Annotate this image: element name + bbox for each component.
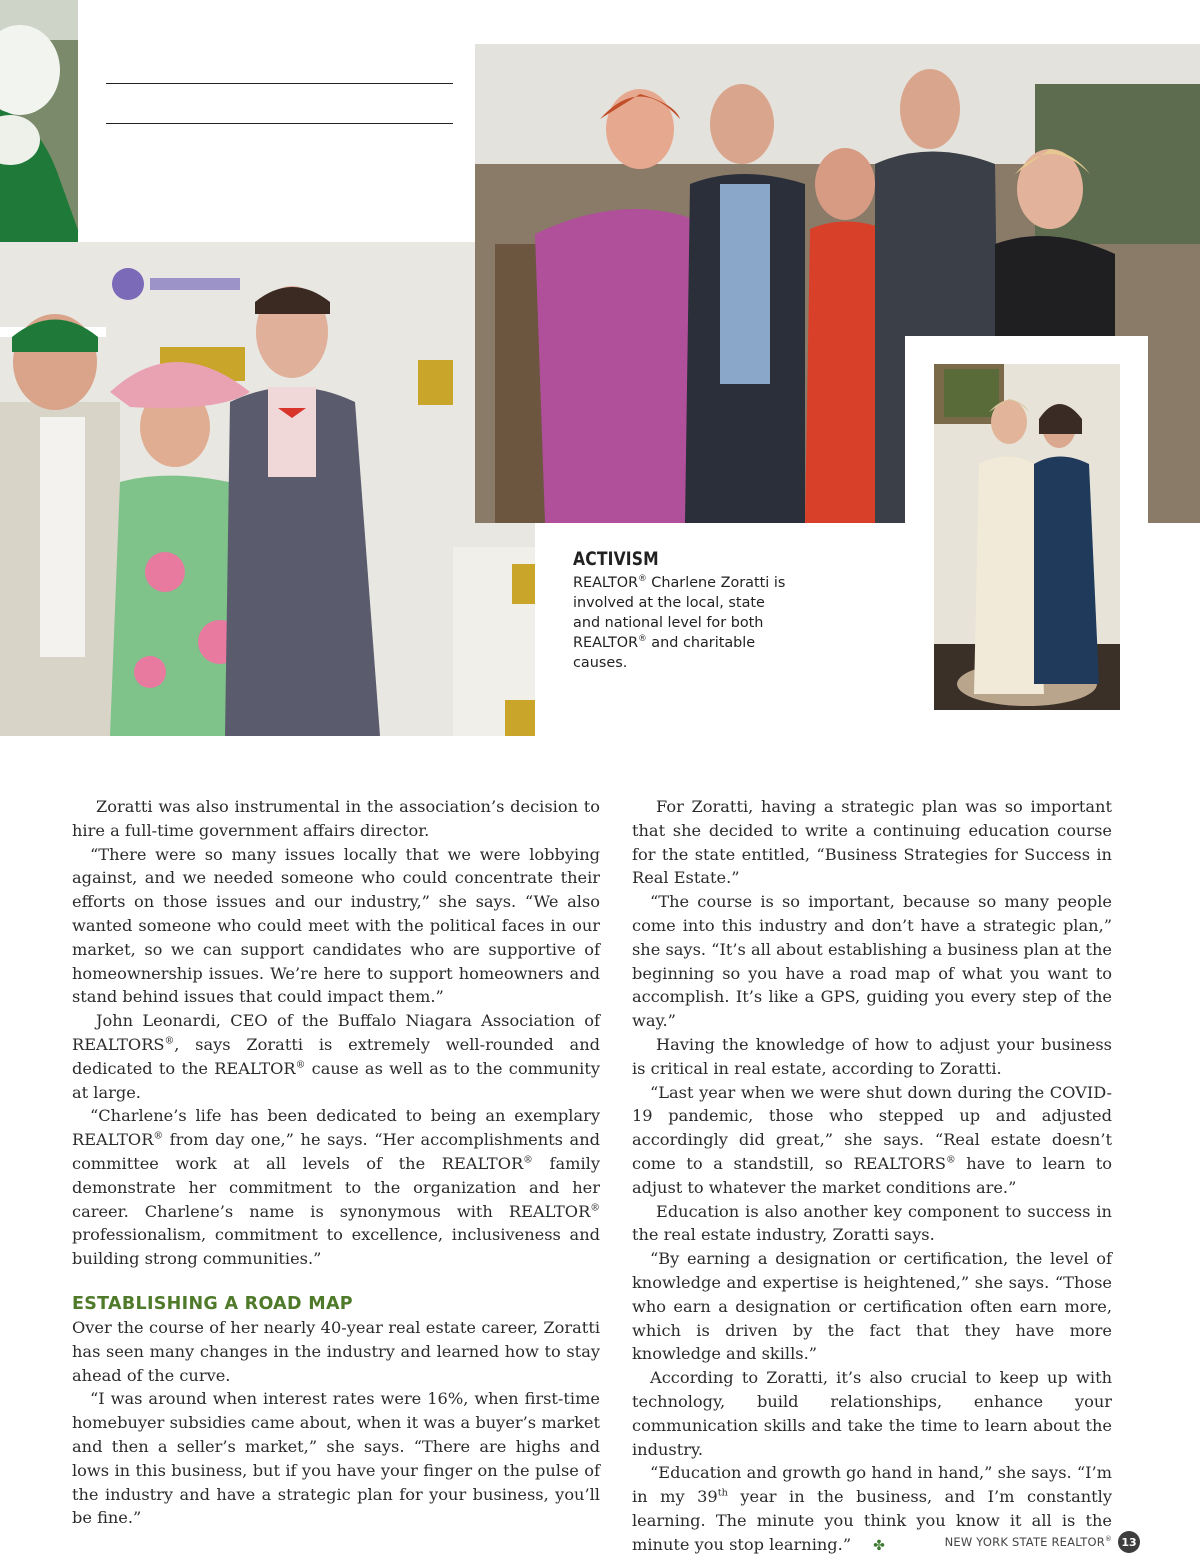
divider-line-bottom (106, 123, 453, 124)
page-number: 13 (1118, 1531, 1140, 1553)
page-footer (945, 1531, 1140, 1553)
paragraph: “Education and growth go hand in hand,” she says. “I’m in my 39th year in the business, and I’m constantly learning. The minute you think you know it all is the minute you stop learning.” ✤ (632, 1461, 1112, 1558)
paragraph: For Zoratti, having a strategic plan was so important that she decided to write a continuing education course for the state entitled, “Business Strategies for Success in Real Estate.” (632, 797, 1112, 888)
paragraph: According to Zoratti, it’s also crucial to keep up with technology, build relationships, enhance your communication skills and take the time to learn about the industry. (632, 1368, 1112, 1459)
photo-two-women (934, 364, 1120, 710)
photo-portrait-frame (905, 336, 1148, 731)
article-right-column (632, 795, 1112, 1559)
end-mark-icon: ✤ (873, 1537, 885, 1554)
caption-title: ACTIVISM (573, 548, 659, 570)
divider-line-top (106, 83, 453, 84)
paragraph: Zoratti was also instrumental in the association’s decision to hire a full-time government affairs director. (72, 797, 600, 840)
paragraph: “Charlene’s life has been dedicated to being an exemplary REALTOR® from day one,” he says. “Her accomplishments and committee work at all levels of the REALTOR® family demonstrate her commitment to the organization and her career. Charlene’s name is synonymous with REALTOR® professionalism, commitment to excellence, inclusiveness and building strong communities.” (72, 1106, 600, 1269)
caption-text: REALTOR® Charlene Zoratti is involved at the local, state and national level for both REALTOR® and charitable causes. (573, 574, 786, 671)
photo-gala-backdrop (0, 242, 535, 736)
paragraph: “The course is so important, because so many people come into this industry and don’t have a strategic plan,” she says. “It’s all about establishing a business plan at the beginning so you have a road map of what you want to accomplish. It’s like a GPS, guiding you every step of the way.” (632, 892, 1112, 1031)
paragraph: John Leonardi, CEO of the Buffalo Niagara Association of REALTORS®, says Zoratti is extremely well-rounded and dedicated to the REALTOR® cause as well as to the community at large. (72, 1011, 600, 1102)
paragraph: Over the course of her nearly 40-year real estate career, Zoratti has seen many changes in the industry and learned how to stay ahead of the curve. (72, 1317, 600, 1385)
paragraph: Having the knowledge of how to adjust your business is critical in real estate, according to Zoratti. (632, 1034, 1112, 1078)
paragraph: “I was around when interest rates were 16%, when first-time homebuyer subsidies came about, when it was a buyer’s market and then a seller’s market,” she says. “There are highs and lows in this business, but if you have your finger on the pulse of the industry and have a strategic plan for your business, you’ll be fine.” (72, 1389, 600, 1528)
section-subhead: ESTABLISHING A ROAD MAP (72, 1293, 353, 1314)
article-left-column (72, 795, 600, 1530)
publication-name: NEW YORK STATE REALTOR® (944, 1535, 1112, 1549)
photo-caption (573, 548, 788, 673)
paragraph: “By earning a designation or certification, the level of knowledge and expertise is heightened,” she says. “Those who earn a designation or certification often earn more, which is driven by the fact that they have more knowledge and skills.” (632, 1249, 1112, 1364)
paragraph: “Last year when we were shut down during the COVID-19 pandemic, those who stepped up and adjusted accordingly did great,” she says. “Real estate doesn’t come to a standstill, so REALTORS® have to learn to adjust to whatever the market conditions are.” (632, 1082, 1112, 1197)
paragraph: Education is also another key component to success in the real estate industry, Zoratti says. (632, 1201, 1112, 1245)
paragraph: “There were so many issues locally that we were lobbying against, and we needed someone who could concentrate their efforts on those issues and our industry,” she says. “We also wanted someone who could meet with the political faces in our market, so we can support candidates who are supportive of homeownership issues. We’re here to support homeowners and stand behind issues that could impact them.” (72, 844, 600, 1007)
